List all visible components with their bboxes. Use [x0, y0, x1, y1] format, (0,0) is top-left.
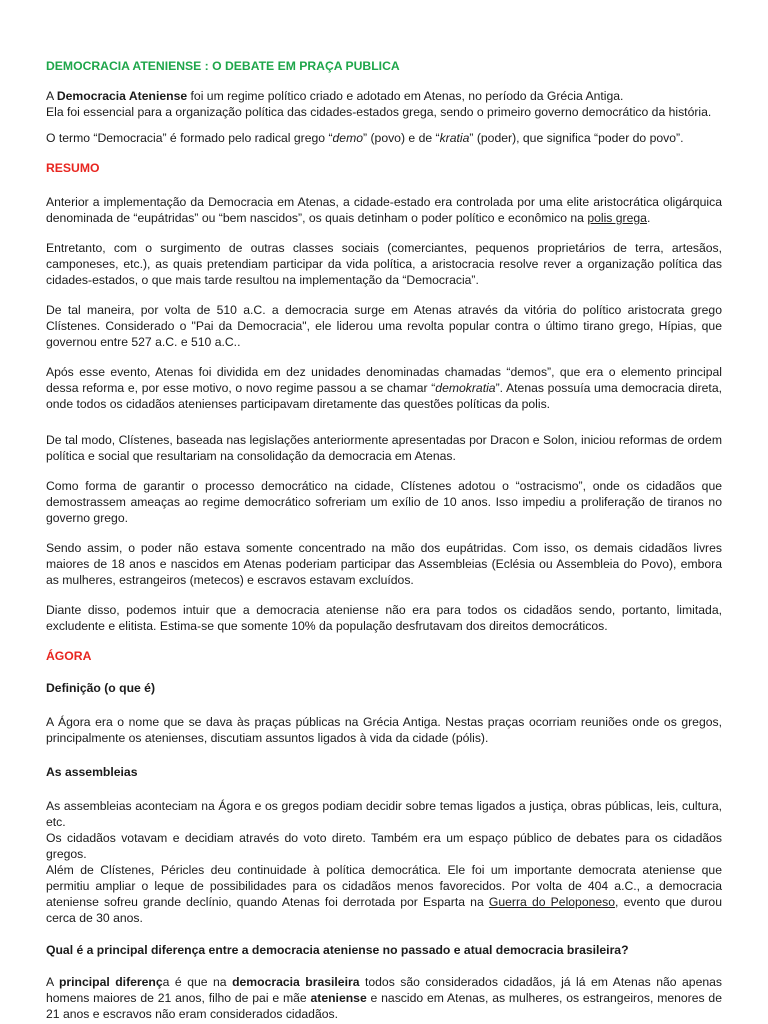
democracia-ateniense-term: Democracia Ateniense: [56, 89, 188, 103]
resumo-paragraph-1: Anterior a implementação da Democracia em Atenas, a cidade-estado era controlada por uma elite aristocrática oligárquica denominada de “eupátridas” ou “bem nascidos”, os quais detinham o poder político e econômico na polis grega.: [46, 195, 722, 225]
resumo-paragraph-8: Diante disso, podemos intuir que a democracia ateniense não era para todos os cidadãos sendo, portanto, limitada, excludente e elitista. Estima-se que somente 10% da população desfrutavam dos direitos democráticos.: [46, 603, 722, 633]
definicao-paragraph: A Ágora era o nome que se dava às praças públicas na Grécia Antiga. Nestas praças ocorriam reuniões onde os gregos, principalmente os atenienses, discutiam assuntos ligados à vida da cidade (pólis).: [46, 715, 722, 745]
intro-paragraph-2: Ela foi essencial para a organização política das cidades-estados grega, sendo o primeiro governo democrático da história.: [46, 105, 712, 119]
resumo-paragraph-5: De tal modo, Clístenes, baseada nas legislações anteriormente apresentadas por Dracon e Solon, iniciou reformas de ordem política e social que resultariam na consolidação da democracia em Atenas.: [46, 433, 722, 463]
document-page: [46, 58, 722, 1022]
assembleias-line-1: As assembleias aconteciam na Ágora e os gregos podiam decidir sobre temas ligados a justiça, obras públicas, leis, cultura, etc.: [46, 799, 722, 829]
resumo-paragraph-6: Como forma de garantir o processo democrático na cidade, Clístenes adotou o “ostracismo”, onde os cidadãos que demostrassem ameaças ao regime democrático sofreriam um exílio de 10 anos. Isso impediu a proliferação de tiranos no governo grego.: [46, 479, 722, 525]
intro-paragraph-3: O termo “Democracia” é formado pelo radical grego “demo” (povo) e de “kratia” (poder), que significa “poder do povo”.: [46, 131, 684, 145]
intro-paragraph-1: A Democracia Ateniense foi um regime político criado e adotado em Atenas, no período da Grécia Antiga.: [46, 89, 624, 103]
definicao-heading: Definição (o que é): [46, 681, 156, 695]
agora-heading: ÁGORA: [46, 649, 92, 663]
resumo-heading: RESUMO: [46, 161, 100, 175]
document-title: DEMOCRACIA ATENIENSE : O DEBATE EM PRAÇA PUBLICA: [46, 59, 400, 73]
resumo-paragraph-2: Entretanto, com o surgimento de outras classes sociais (comerciantes, pequenos proprietários de terra, artesãos, camponeses, etc.), as quais pretendiam participar da vida política, a aristocracia resolve rever a organização política das cidades-estados, o que mais tarde resultou na implementação da “Democracia”.: [46, 241, 722, 287]
assembleias-line-2: Os cidadãos votavam e decidiam através do voto direto. Também era um espaço público de debates para os cidadãos gregos.: [46, 831, 722, 861]
resumo-paragraph-4: Após esse evento, Atenas foi dividida em dez unidades denominadas chamadas “demos”, que era o elemento principal dessa reforma e, por esse motivo, o novo regime passou a se chamar “demokratia”. Atenas possuía uma democracia direta, onde todos os cidadãos atenienses participavam diretamente das questões políticas da polis.: [46, 365, 722, 411]
resumo-paragraph-7: Sendo assim, o poder não estava somente concentrado na mão dos eupátridas. Com isso, os demais cidadãos livres maiores de 18 anos e nascidos em Atenas poderiam participar das Assembleias (Eclésia ou Assembleia do Povo), embora as mulheres, estrangeiros (metecos) e escravos estavam excluídos.: [46, 541, 722, 587]
resumo-paragraph-3: De tal maneira, por volta de 510 a.C. a democracia surge em Atenas através da vitória do político aristocrata grego Clístenes. Considerado o "Pai da Democracia", ele liderou uma revolta popular contra o último tirano grego, Hípias, que governou entre 527 a.C. e 510 a.C..: [46, 303, 722, 349]
assembleias-heading: As assembleias: [46, 765, 138, 779]
answer-paragraph: A principal diferença é que na democracia brasileira todos são considerados cidadãos, já lá em Atenas não apenas homens maiores de 21 anos, filho de pai e mãe ateniense e nascido em Atenas, as mulheres, os estrangeiros, menores de 21 anos e escravos não eram considerados cidadãos.: [46, 975, 723, 1021]
polis-grega-link[interactable]: polis grega: [587, 211, 647, 225]
question-heading: Qual é a principal diferença entre a democracia ateniense no passado e atual democracia brasileira?: [46, 943, 629, 957]
guerra-do-peloponeso-link[interactable]: Guerra do Peloponeso: [488, 895, 616, 909]
assembleias-paragraph-3: Além de Clístenes, Péricles deu continuidade à política democrática. Ele foi um importante democrata ateniense que permitiu ampliar o leque de possibilidades para os cidadãos menos favorecidos. Por volta de 404 a.C., a democracia ateniense sofreu grande declínio, quando Atenas foi derrotada por Esparta na Guerra do Peloponeso, evento que durou cerca de 30 anos.: [46, 863, 722, 925]
